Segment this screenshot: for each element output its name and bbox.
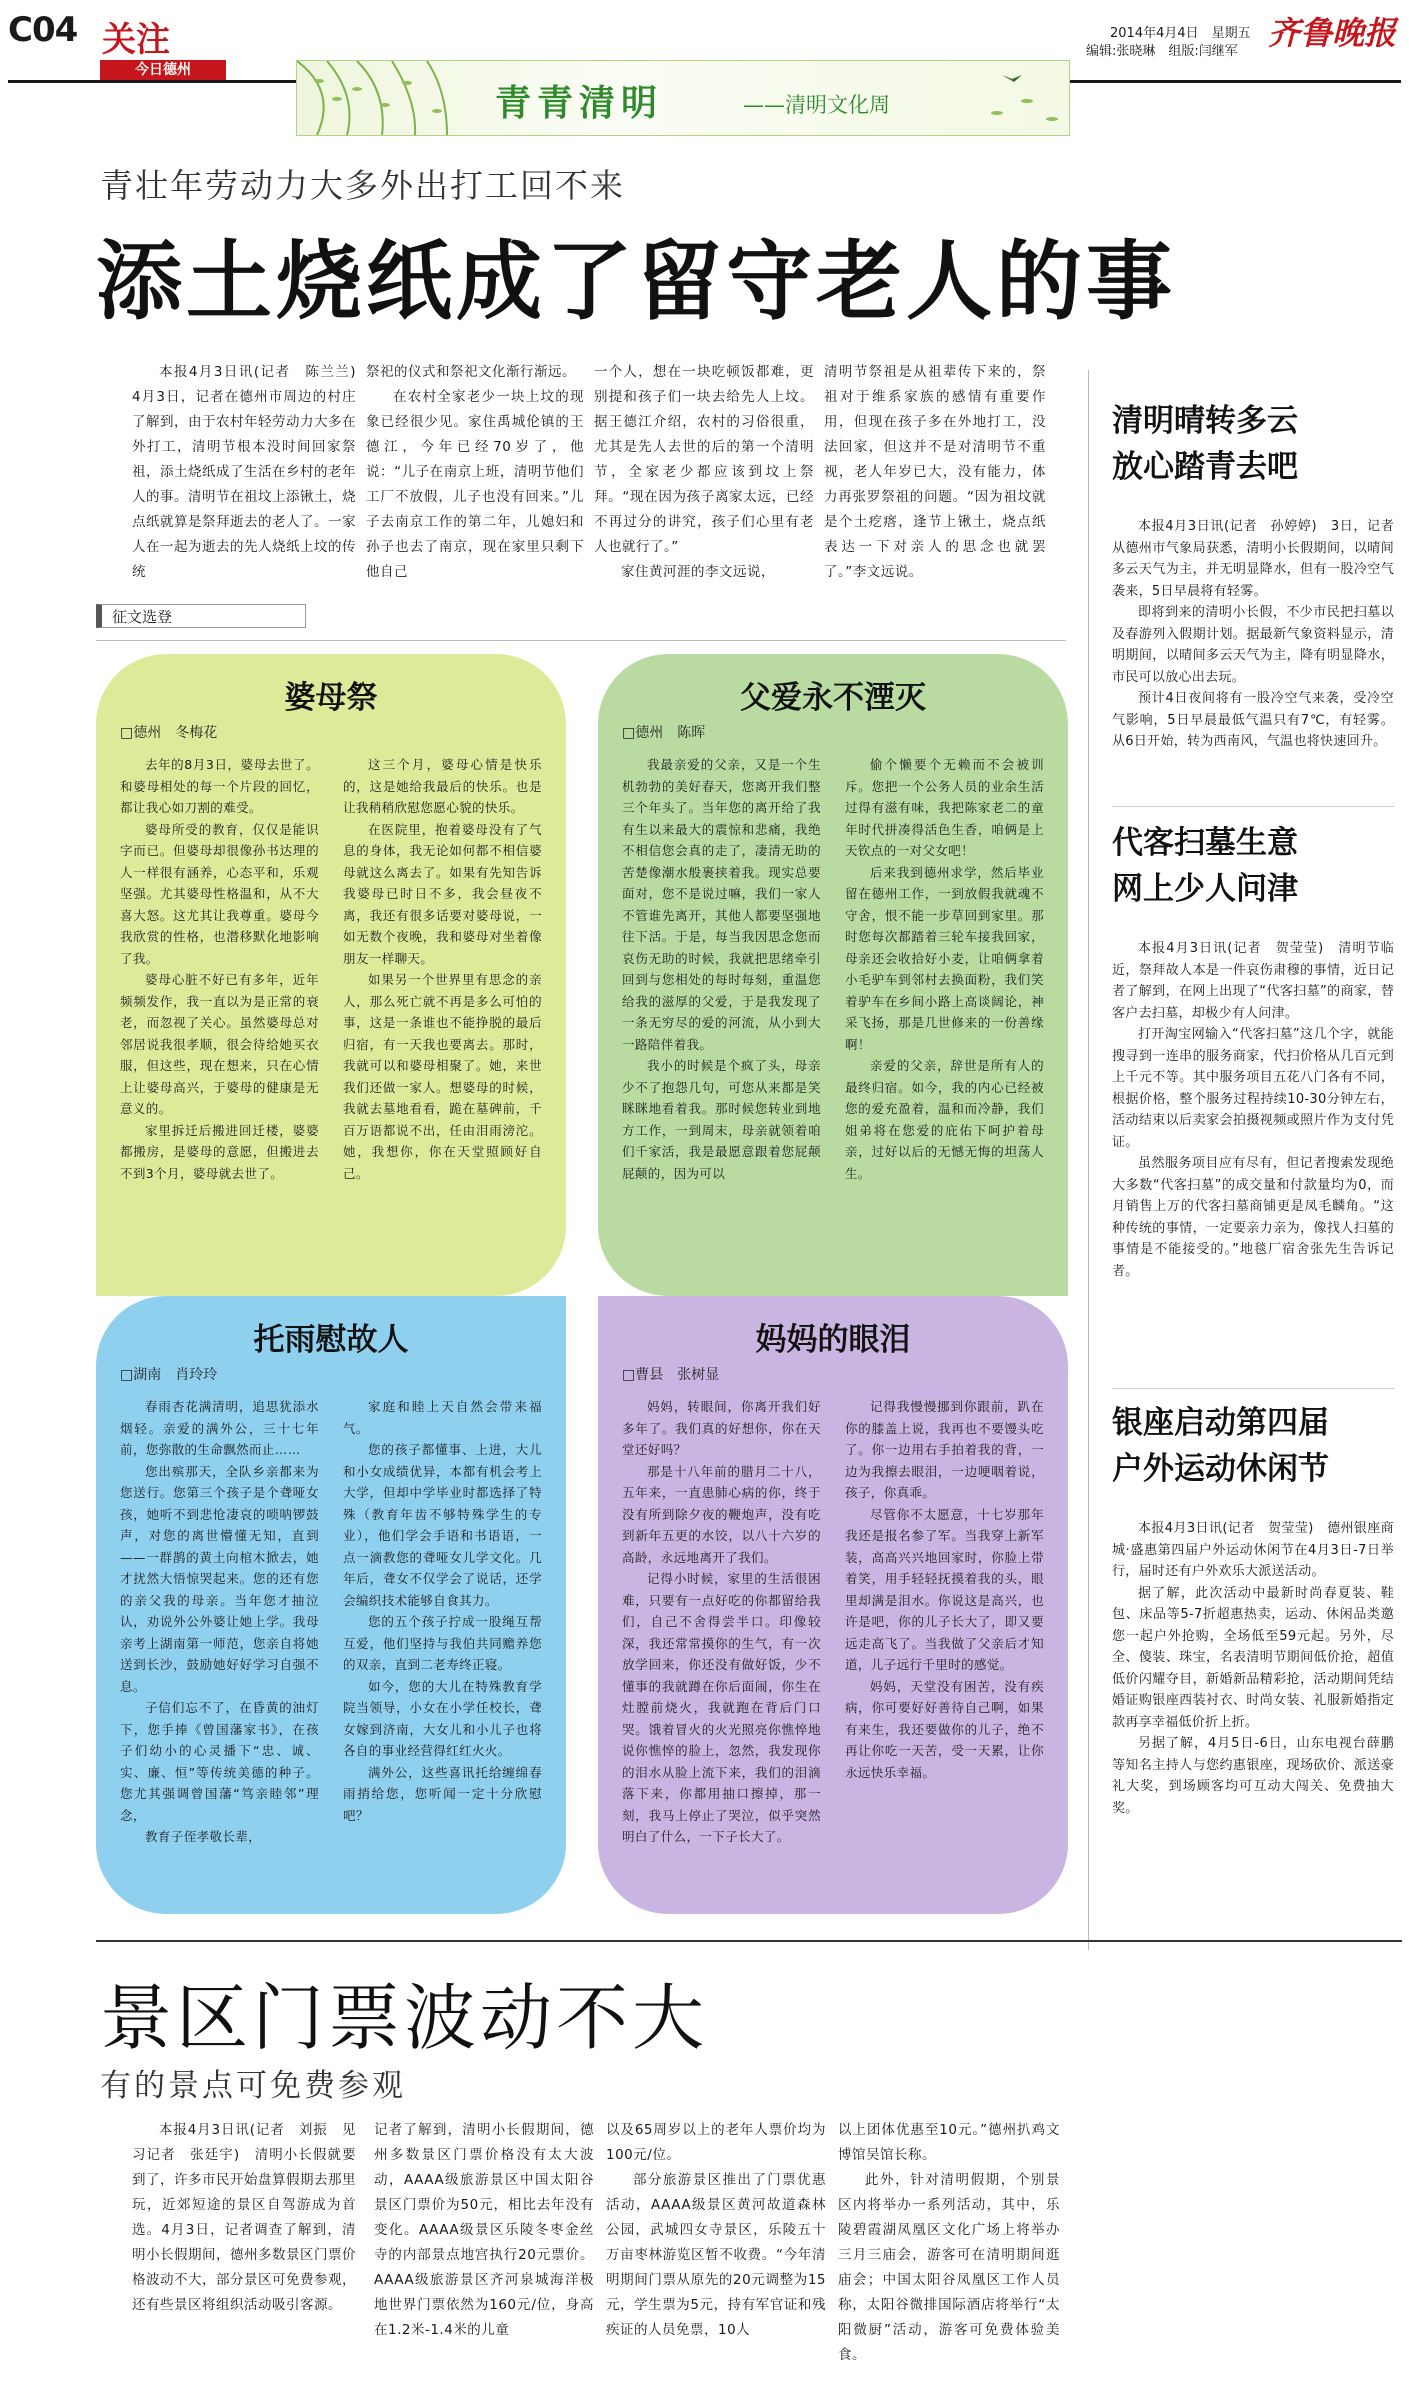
essay-paragraph: 家庭和睦上天自然会带来福气。 xyxy=(343,1399,542,1436)
essay-paragraph: 子信们忘不了，在昏黄的油灯下，您手捧《曾国藩家书》，在孩子们幼小的心灵播下“忠、诚、实、廉、恒”等传统美德的种子。您尤其强调曾国藩“笃亲睦邻”理念， xyxy=(120,1700,319,1823)
essay-paragraph: 记得我慢慢挪到你跟前，趴在你的膝盖上说，我再也不要馒头吃了。你一边用右手拍着我的背，一边为我擦去眼泪，一边哽咽着说，孩子，你真乖。 xyxy=(845,1399,1044,1500)
essay-column xyxy=(845,754,1044,1266)
essay-paragraph: 后来我到德州求学，然后毕业留在德州工作，一到放假我就魂不守舍，恨不能一步草回到家里。那时您每次都踏着三轮车接我回家，母亲还会收拾好小麦，让咱俩拿着小毛驴车到邻村去换面粉，我们笑着驴车在乡间小路上高谈阔论，神采飞扬，那是几世修来的一份善缘啊！ xyxy=(845,864,1044,1052)
sidebar-article xyxy=(1112,398,1394,798)
essay-title: 妈妈的眼泪 xyxy=(755,1322,911,1358)
sidebar-headline: 银座启动第四届 xyxy=(1112,1405,1329,1441)
sidebar-rule xyxy=(1112,1388,1394,1389)
sidebar-body xyxy=(1112,516,1394,753)
sidebar-headline: 放心踏青去吧 xyxy=(1112,449,1298,485)
sidebar-body xyxy=(1112,1518,1394,1819)
essay-paragraph: 您的孩子都懂事、上进，大儿和小女成绩优异，本都有机会考上大学，但却中学毕业时都选择了特殊（教育年齿不够特殊学生的专业），他们学会手语和书语语，一点一滴教您的聋哑女儿学文化。几年后，聋女不仅学会了说话，还学会编织技术能够自食其力。 xyxy=(343,1442,542,1608)
lead-kicker: 青壮年劳动力大多外出打工回不来 xyxy=(100,166,625,205)
sidebar-paragraph: 本报4月3日讯(记者 贺莹莹) 德州银座商城·盛惠第四届户外运动休闲节在4月3日-7日举行，届时还有户外欢乐大派送活动。 xyxy=(1112,1521,1394,1579)
issue-date: 2014年4月4日 星期五 xyxy=(1110,26,1251,41)
essay-author: □湖南 肖玲玲 xyxy=(120,1367,218,1383)
lead-paragraph: 一个人，想在一块吃顿饭都难，更别提和孩子们一块去给先人上坟。据王德江介绍，农村的习俗很重，尤其是先人去世的后的第一个清明节，全家老少都应该到坟上祭拜。“现在因为孩子离家太远，已经不再过分的讲究，孩子们心里有老人也就行了。” xyxy=(594,364,814,555)
sidebar-paragraph: 即将到来的清明小长假，不少市民把扫墓以及春游列入假期计划。据最新气象资料显示，清明期间，以晴间多云天气为主，降有明显降水，市民可以放心出去玩。 xyxy=(1112,605,1394,685)
essay-paragraph: 教育子侄孝敬长辈， xyxy=(145,1829,262,1844)
lead-column-1 xyxy=(132,360,370,585)
essay-column xyxy=(622,1396,821,1884)
lower-column-1 xyxy=(132,2118,356,2318)
second-subheadline: 有的景点可免费参观 xyxy=(100,2068,406,2104)
lead-headline: 添土烧纸成了留守老人的事 xyxy=(96,232,1176,332)
sidebar-headline: 代客扫墓生意 xyxy=(1112,825,1298,861)
column-banner xyxy=(296,60,1070,136)
section-name: 关注 xyxy=(102,20,170,60)
essay-paragraph: 婆母心脏不好已有多年，近年频频发作，我一直以为是正常的衰老，而忽视了关心。虽然婆母总对邻居说我很孝顺，很会待给她买衣服，但这些，现在想来，只在心情上让婆母高兴，于婆母的健康是无意义的。 xyxy=(120,972,319,1116)
essay-paragraph: 我小的时候是个疯了头，母亲少不了抱怨几句，可您从来都是笑眯眯地看着我。那时候您转业到地方工作，一到周末，母亲就领着咱们千家活，我是最愿意跟着您屁颠屁颠的，因为可以 xyxy=(622,1058,821,1181)
essay-box xyxy=(598,1296,1068,1914)
lead-paragraph: 祭祀的仪式和祭祀文化渐行渐远。 xyxy=(366,364,576,380)
essay-box xyxy=(96,1296,566,1914)
essay-paragraph: 这三个月，婆母心情是快乐的，这是她给我最后的快乐。也是让我稍稍欣慰您愿心貌的快乐。 xyxy=(343,757,542,815)
second-headline: 景区门票波动不大 xyxy=(100,1976,709,2060)
essay-paragraph: 亲爱的父亲，辞世是所有人的最终归宿。如今，我的内心已经被您的爱充盈着，温和而冷静，我们姐弟将在您爱的庇佑下呵护着母亲，过好以后的无憾无悔的坦荡人生。 xyxy=(845,1058,1044,1181)
essay-paragraph: 如果另一个世界里有思念的亲人，那么死亡就不再是多么可怕的事，这是一条谁也不能挣脱的最后归宿，有一天我也要离去。那时，我就可以和婆母相聚了。她，来世我们还做一家人。想婆母的时候，我就去墓地看看，跪在墓碑前，千百万语都说不出，任由泪雨滂沱。她，我想你，你在天堂照顾好自己。 xyxy=(343,972,542,1181)
essay-author: □德州 冬梅花 xyxy=(120,725,218,741)
essay-paragraph: 记得小时候，家里的生活很困难，只要有一点好吃的你都留给我们，自己不舍得尝半口。印像较深，我还常常摸你的生气，有一次放学回来，你还没有做好饭，少不懂事的我就蹲在你后面闹，你生在灶膛前烧火，我就跑在背后门口哭。饿着冒火的火光照亮你憔悴地说你憔悴的脸上，忽然，我发现你的泪水从脸上流下来，我们的泪滴落下来，你都用抽口擦掉，那一刻，我马上停止了哭泣，似乎突然明白了什么，一下子长大了。 xyxy=(622,1571,821,1844)
essay-paragraph: 家里拆迁后搬进回迁楼，婆婆都搬房，是婆母的意愿，但搬进去不到3个月，婆母就去世了。 xyxy=(120,1122,319,1181)
lead-paragraph: 清明节祭祖是从祖辈传下来的，祭祖对于维系家族的感情有重要作用，但现在孩子多在外地打工，没法回家，但这并不是对清明节不重视，老人年岁已大，没有能力，体力再张罗祭祖的问题。“因为祖坟就是个土疙瘩，逢节上锹土，烧点纸表达一下对亲人的思念也就罢了。”李文远说。 xyxy=(824,364,1046,580)
sidebar-paragraph: 打开淘宝网输入“代客扫墓”这几个字，就能搜寻到一连串的服务商家，代扫价格从几百元到上千元不等。其中服务项目五花八门各有不同，根据价格，整个服务过程持续10-30分钟左右，活动结束以后卖家会拍摄视频或照片作为支付凭证。 xyxy=(1112,1027,1394,1150)
essay-paragraph: 妈妈，转眼间，你离开我们好多年了。我们真的好想你，你在天堂还好吗？ xyxy=(622,1399,821,1457)
essay-paragraph: 我最亲爱的父亲，又是一个生机勃勃的美好春天，您离开我们整三个年头了。当年您的离开给了我有生以来最大的震惊和悲痛，我绝不相信您会真的走了，凄清无助的苦楚像潮水般裹挟着我。现实总要面对，您不是说过嘛，我们一家人不管谁先离开，其他人都要坚强地往下活。于是，每当我因思念您而哀伤无助的时候，我就把思绪牵引回到与您相处的每时每刻，重温您给我的滋厚的父爱，于是我发现了一条无穷尽的爱的河流，从小到大一路陪伴着我。 xyxy=(622,757,821,1052)
sidebar-rule xyxy=(1112,806,1394,807)
section-divider xyxy=(96,640,1066,641)
lead-paragraph: 家住黄河涯的李文远说， xyxy=(621,564,775,580)
essay-paragraph: 偷个懒要个无赖而不会被训斥。您把一个公务人员的业余生活过得有滋有味，我把陈家老二的童年时代拼凑得活色生香，咱俩是上天钦点的一对父女吧！ xyxy=(845,757,1044,858)
lower-column-2 xyxy=(374,2118,594,2343)
sidebar-paragraph: 另据了解，4月5日-6日，山东电视台薛鹏等知名主持人与您约惠银座，现场砍价、派送豪礼大奖，到场顾客均可互动大闯关、免费抽大奖。 xyxy=(1112,1736,1394,1816)
newspaper-logo: 齐鲁晚报 xyxy=(1268,14,1397,52)
essay-paragraph: 春雨杏花满清明，追思犹添水烟轻。亲爱的满外公，三十七年前，您弥散的生命飘然而止…… xyxy=(120,1399,319,1457)
lead-column-4 xyxy=(824,360,1046,585)
essay-paragraph: 婆母所受的教育，仅仅是能识字而已。但婆母却很像孙书达理的人一样很有涵养，心态平和，乐观坚强。尤其婆母性格温和，从不大喜大怒。这尤其让我尊重。婆母今我欣赏的性格，也潜移默化地影响了我。 xyxy=(120,821,319,966)
lower-paragraph: 记者了解到，清明小长假期间，德州多数景区门票价格没有太大波动，AAAA级旅游景区中国太阳谷景区门票价为50元，相比去年没有变化。AAAA级景区乐陵冬枣金丝寺的内部景点地宫执行20元票价。AAAA级旅游景区齐河泉城海洋极地世界门票依然为160元/位，身高在1.2米-1.4米的儿童 xyxy=(374,2122,594,2338)
essay-paragraph: 满外公，这些喜讯托给缠绵春雨捎给您，您听闻一定十分欣慰吧？ xyxy=(343,1764,542,1823)
essay-paragraph: 妈妈，天堂没有困苦，没有疾病，你可要好好善待自己啊，如果有来生，我还要做你的儿子，绝不再让你吃一天苦，受一天累，让你永远快乐幸福。 xyxy=(845,1678,1044,1780)
essay-paragraph: 那是十八年前的腊月二十八，五年来，一直患肺心病的你，终于没有所到除夕夜的鞭炮声，没有吃到新年五更的水饺，以八十六岁的高龄，永远地离开了我们。 xyxy=(622,1463,821,1565)
essay-box xyxy=(96,654,566,1296)
essay-title: 父爱永不湮灭 xyxy=(740,680,926,716)
banner-title: 青青清明 xyxy=(495,82,664,124)
essay-title: 托雨慰故人 xyxy=(253,1322,409,1358)
sidebar-divider xyxy=(1088,370,1089,1950)
essay-column xyxy=(120,754,319,1266)
sidebar-paragraph: 据了解，此次活动中最新时尚春夏装、鞋包、床品等5-7折超惠热卖，运动、休闲品类邀您一起户外抢购，全场低至59元起。另外，尽全、傻装、珠宝，名表清明节期间低价抢，超值低价闪耀夺目，新婚新品精彩抢，活动期间凭结婚证购银座西装衬衣、时尚女装、礼服新婚指定款再享幸福低价折上折。 xyxy=(1112,1585,1394,1730)
essay-author: □德州 陈晖 xyxy=(622,725,706,741)
essay-section-label: 征文选登 xyxy=(96,604,306,628)
banner-subtitle: ——清明文化周 xyxy=(743,93,890,117)
essay-column xyxy=(622,754,821,1266)
editor-credits: 编辑:张晓琳 组版:闫继军 xyxy=(1086,44,1238,59)
essay-column xyxy=(120,1396,319,1884)
essay-paragraph: 您出殡那天，全队乡亲都来为您送行。您第三个孩子是个聋哑女孩，她听不到悲怆凄哀的唢呐锣鼓声，对您的离世懵懂无知，直到——一群鹊的黄土向棺木掀去，她才扰然大悟惊哭起来。您的还有您的亲父我的母亲。当年您才抽泣认，劝说外公外婆让她上学。我母亲考上湖南第一师范，您亲自将她送到长沙，鼓励她好好学习自强不息。 xyxy=(120,1463,319,1694)
lead-paragraph: 本报4月3日讯(记者 陈兰兰) 4月3日，记者在德州市周边的村庄了解到，由于农村年轻劳动力大多在外打工，清明节根本没时间回家祭祖，添土烧纸成了生活在乡村的老年人的事。清明节在祖坟上添锹土，烧点纸就算是祭拜逝去的老人了。一家人在一起为逝去的先人烧纸上坟的传统 xyxy=(132,364,370,580)
sidebar-article xyxy=(1112,1400,1394,1920)
lead-column-2 xyxy=(366,360,584,585)
lower-paragraph: 此外，针对清明假期，个别景区内将举办一系列活动，其中，乐陵碧霞湖凤凰区文化广场上将举办三月三庙会，游客可在清明期间逛庙会；中国太阳谷凤凰区工作人员称，太阳谷微排国际酒店将举行“太阳微厨”活动，游客可免费体验美食。 xyxy=(838,2172,1060,2363)
lower-paragraph: 本报4月3日讯(记者 刘振 见习记者 张廷宇) 清明小长假就要到了，许多市民开始盘算假期去那里玩，近郊短途的景区自驾游成为首选。4月3日，记者调查了解到，清明小长假期间，德州多数景区门票价格波动不大，部分景区可免费参观，还有些景区将组织活动吸引客源。 xyxy=(132,2122,356,2313)
essay-paragraph: 尽管你不太愿意，十七岁那年我还是报名参了军。当我穿上新军装，高高兴兴地回家时，你脸上带着笑，用手轻轻抚摸着我的头，眼里却满是泪水。你说这是高兴，也许是吧，你的儿子长大了，即又要远走高飞了。当我做了父亲后才知道，儿子远行千里时的感觉。 xyxy=(845,1506,1044,1672)
sidebar-paragraph: 预计4日夜间将有一股冷空气来袭，受冷空气影响，5日早晨最低气温只有7℃，有轻雾。从6日开始，转为西南风，气温也将快速回升。 xyxy=(1112,691,1394,749)
lower-paragraph: 以及65周岁以上的老年人票价均为100元/位。 xyxy=(606,2122,826,2163)
lead-paragraph: 在农村全家老少一块上坟的现象已经很少见。家住禹城伦镇的王德江，今年已经70岁了，他说：“儿子在南京上班，清明节他们工厂不放假，儿子也没有回来。”儿子去南京工作的第二年，儿媳妇和孙子也去了南京，现在家里只剩下他自己 xyxy=(366,389,584,580)
essay-paragraph: 在医院里，抱着婆母没有了气息的身体，我无论如何都不相信婆母就这么离去了。如果有先知告诉我婆母已时日不多，我会昼夜不离，我还有很多话要对婆母说，一如无数个夜晚，我和婆母对坐着像朋友一样聊天。 xyxy=(343,821,542,966)
essay-paragraph: 去年的8月3日，婆母去世了。和婆母相处的每一个片段的回忆，都让我心如刀割的难受。 xyxy=(120,757,319,815)
sidebar-body xyxy=(1112,938,1394,1282)
page-number: C04 xyxy=(8,10,78,50)
section-divider xyxy=(96,1940,1402,1942)
lower-paragraph: 以上团体优惠至10元。”德州扒鸡文博馆吴馆长称。 xyxy=(838,2122,1060,2163)
sidebar-headline: 清明晴转多云 xyxy=(1112,403,1298,439)
sidebar-headline: 网上少人问津 xyxy=(1112,871,1298,907)
sidebar-paragraph: 本报4月3日讯(记者 贺莹莹) 清明节临近，祭拜故人本是一件哀伤肃穆的事情，近日记者了解到，在网上出现了“代客扫墓”的商家，替客户去扫墓，却极少有人问津。 xyxy=(1112,941,1394,1021)
sidebar-paragraph: 本报4月3日讯(记者 孙婷婷) 3日，记者从德州市气象局获悉，清明小长假期间，以晴间多云天气为主，并无明显降水，但有一股冷空气袭来，5日早晨将有轻雾。 xyxy=(1112,519,1394,599)
lead-column-3 xyxy=(594,360,814,585)
essay-column xyxy=(343,1396,542,1884)
essay-paragraph: 您的五个孩子拧成一股绳互帮互爱，他们坚持与我伯共同赡养您的双亲，直到二老寿终正寝。 xyxy=(343,1614,542,1672)
essay-column xyxy=(343,754,542,1266)
willow-decoration-icon xyxy=(297,61,1069,135)
lower-column-4 xyxy=(838,2118,1060,2368)
sub-section-tag: 今日德州 xyxy=(100,60,226,80)
sidebar-article xyxy=(1112,820,1394,1380)
sidebar-headline: 户外运动休闲节 xyxy=(1112,1451,1329,1487)
essay-title: 婆母祭 xyxy=(284,680,378,716)
sidebar-paragraph: 虽然服务项目应有尽有，但记者搜索发现绝大多数“代客扫墓”的成交量和付款量均为0，而月销售上万的代客扫墓商铺更是凤毛麟角。“这种传统的事情，一定要亲力亲为，像找人扫墓的事情是不能接受的。”地毯厂宿舍张先生告诉记者。 xyxy=(1112,1156,1394,1279)
lower-paragraph: 部分旅游景区推出了门票优惠活动，AAAA级景区黄河故道森林公园，武城四女寺景区，乐陵五十万亩枣林游览区暂不收费。“今年清明期间门票从原先的20元调整为15元，学生票为5元，持有军官证和残疾证的人员免票，10人 xyxy=(606,2172,826,2338)
essay-author: □曹县 张树显 xyxy=(622,1367,720,1383)
essay-column xyxy=(845,1396,1044,1884)
essay-paragraph: 如今，您的大儿在特殊教育学院当领导，小女在小学任校长，聋女嫁到济南，大女儿和小儿子也将各自的事业经营得红红火火。 xyxy=(343,1678,542,1758)
lower-column-3 xyxy=(606,2118,826,2343)
essay-box xyxy=(598,654,1068,1296)
